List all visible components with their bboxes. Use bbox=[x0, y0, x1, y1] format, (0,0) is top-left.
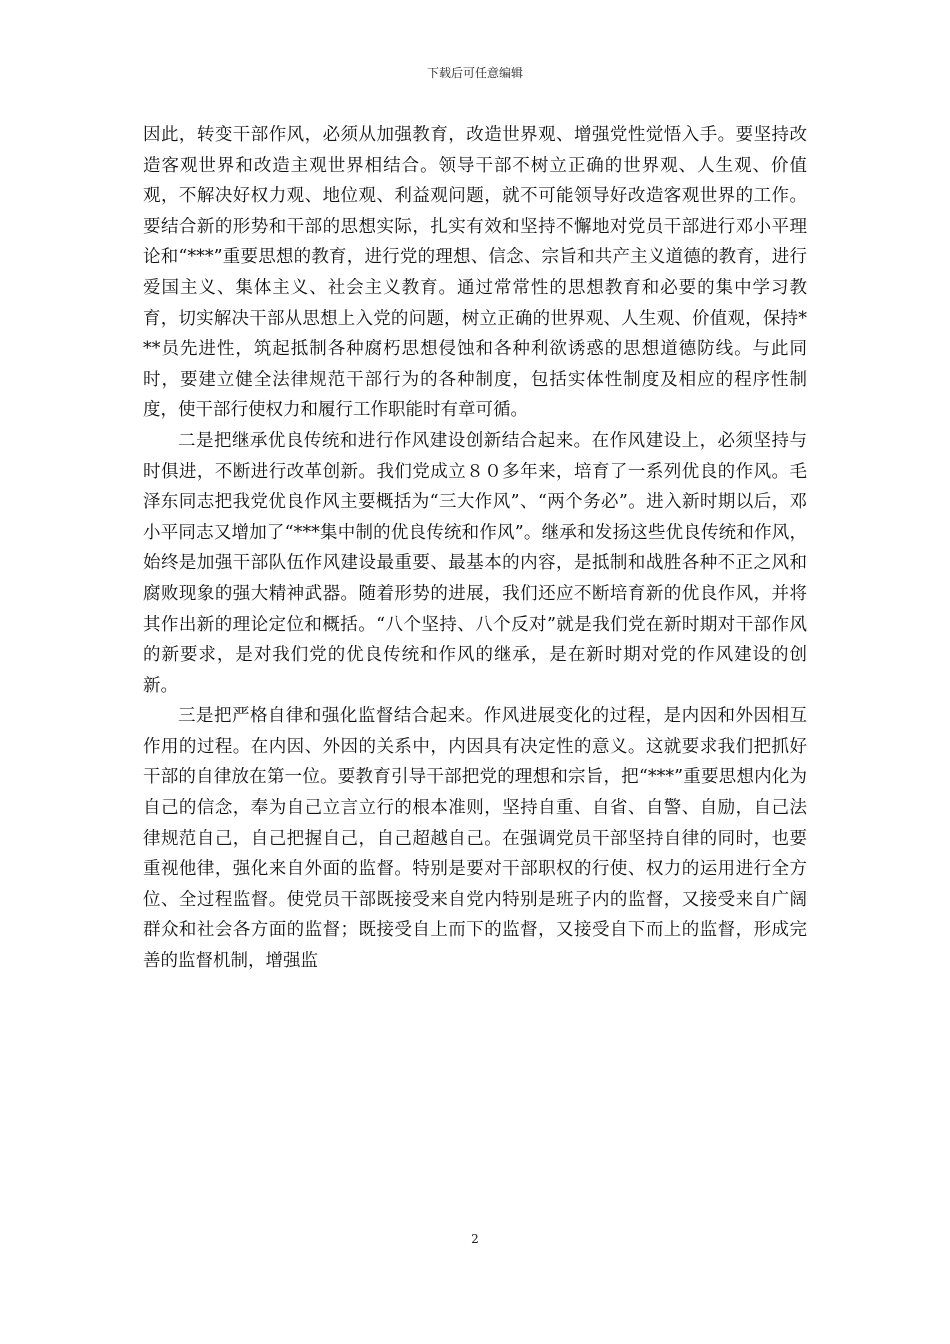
page-number: 2 bbox=[471, 1232, 479, 1246]
paragraph-2: 二是把继承优良传统和进行作风建设创新结合起来。在作风建设上，必须坚持与时俱进，不断进行改革创新。我们党成立８０多年来，培育了一系列优良的作风。毛泽东同志把我党优良作风主要概括为“三大作风”、“两个务必”。进入新时期以后，邓小平同志又增加了“***集中制的优良传统和作风”。继承和发扬这些优良传统和作风，始终是加强干部队伍作风建设最重要、最基本的内容，是抵制和战胜各种不正之风和腐败现象的强大精神武器。随着形势的进展，我们还应不断培育新的优良作风，并将其作出新的理论定位和概括。“八个坚持、八个反对”就是我们党在新时期对干部作风的新要求，是对我们党的优良传统和作风的继承，是在新时期对党的作风建设的创新。 bbox=[143, 430, 807, 696]
document-body bbox=[143, 120, 807, 977]
paragraph-1: 因此，转变干部作风，必须从加强教育，改造世界观、增强党性觉悟入手。要坚持改造客观世界和改造主观世界相结合。领导干部不树立正确的世界观、人生观、价值观，不解决好权力观、地位观、利益观问题，就不可能领导好改造客观世界的工作。要结合新的形势和干部的思想实际，扎实有效和坚持不懈地对党员干部进行邓小平理论和“***”重要思想的教育，进行党的理想、信念、宗旨和共产主义道德的教育，进行爱国主义、集体主义、社会主义教育。通过常常性的思想教育和必要的集中学习教育，切实解决干部从思想上入党的问题，树立正确的世界观、人生观、价值观，保持***员先进性，筑起抵制各种腐朽思想侵蚀和各种利欲诱惑的思想道德防线。与此同时，要建立健全法律规范干部行为的各种制度，包括实体性制度及相应的程序性制度，使干部行使权力和履行工作职能时有章可循。 bbox=[143, 125, 807, 421]
paragraph-3: 三是把严格自律和强化监督结合起来。作风进展变化的过程，是内因和外因相互作用的过程。在内因、外因的关系中，内因具有决定性的意义。这就要求我们把抓好干部的自律放在第一位。要教育引导干部把党的理想和宗旨，把“***”重要思想内化为自己的信念，奉为自己立言立行的根本准则，坚持自重、自省、自警、自励，自己法律规范自己，自己把握自己，自己超越自己。在强调党员干部坚持自律的同时，也要重视他律，强化来自外面的监督。特别是要对干部职权的行使、权力的运用进行全方位、全过程监督。使党员干部既接受来自党内特别是班子内的监督，又接受来自广阔群众和社会各方面的监督；既接受自上而下的监督，又接受自下而上的监督，形成完善的监督机制，增强监 bbox=[143, 706, 807, 972]
page-header: 下载后可任意编辑 bbox=[426, 66, 523, 80]
